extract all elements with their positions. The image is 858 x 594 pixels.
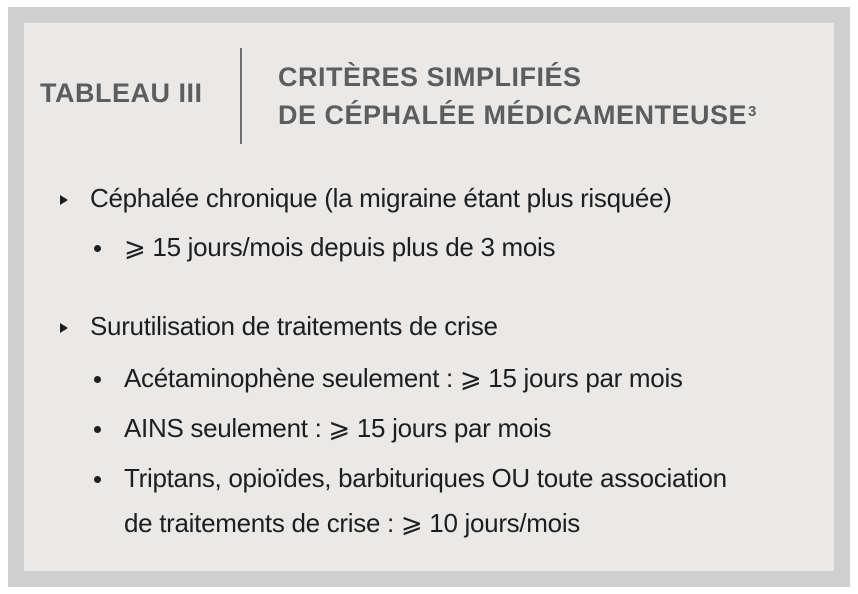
table-title-line-2 xyxy=(278,96,757,134)
bullet-dot-icon xyxy=(94,376,101,383)
table-label: TABLEAU III xyxy=(40,78,203,108)
criteria-item-continuation: de traitements de crise : ⩾ 10 jours/mois xyxy=(124,508,581,538)
bullet-dot-icon xyxy=(94,245,101,252)
criteria-item: ⩾ 15 jours/mois depuis plus de 3 mois xyxy=(124,232,556,262)
criteria-item: Acétaminophène seulement : ⩾ 15 jours par mois xyxy=(124,363,683,393)
criteria-item: Triptans, opioïdes, barbituriques OU toute association xyxy=(124,463,727,493)
triangle-bullet-icon xyxy=(60,323,68,333)
header-divider xyxy=(240,48,242,144)
criteria-heading-2: Surutilisation de traitements de crise xyxy=(90,311,498,341)
triangle-bullet-icon xyxy=(60,195,68,205)
bullet-dot-icon xyxy=(94,476,101,483)
criteria-item: AINS seulement : ⩾ 15 jours par mois xyxy=(124,413,552,443)
bullet-dot-icon xyxy=(94,426,101,433)
criteria-heading-1: Céphalée chronique (la migraine étant plus risquée) xyxy=(90,183,672,213)
table-title xyxy=(278,58,757,134)
table-title-line-1: CRITÈRES SIMPLIFIÉS xyxy=(278,62,582,92)
table-title-reference: 3 xyxy=(748,103,757,120)
table-title-line-2-text: DE CÉPHALÉE MÉDICAMENTEUSE xyxy=(278,100,748,130)
